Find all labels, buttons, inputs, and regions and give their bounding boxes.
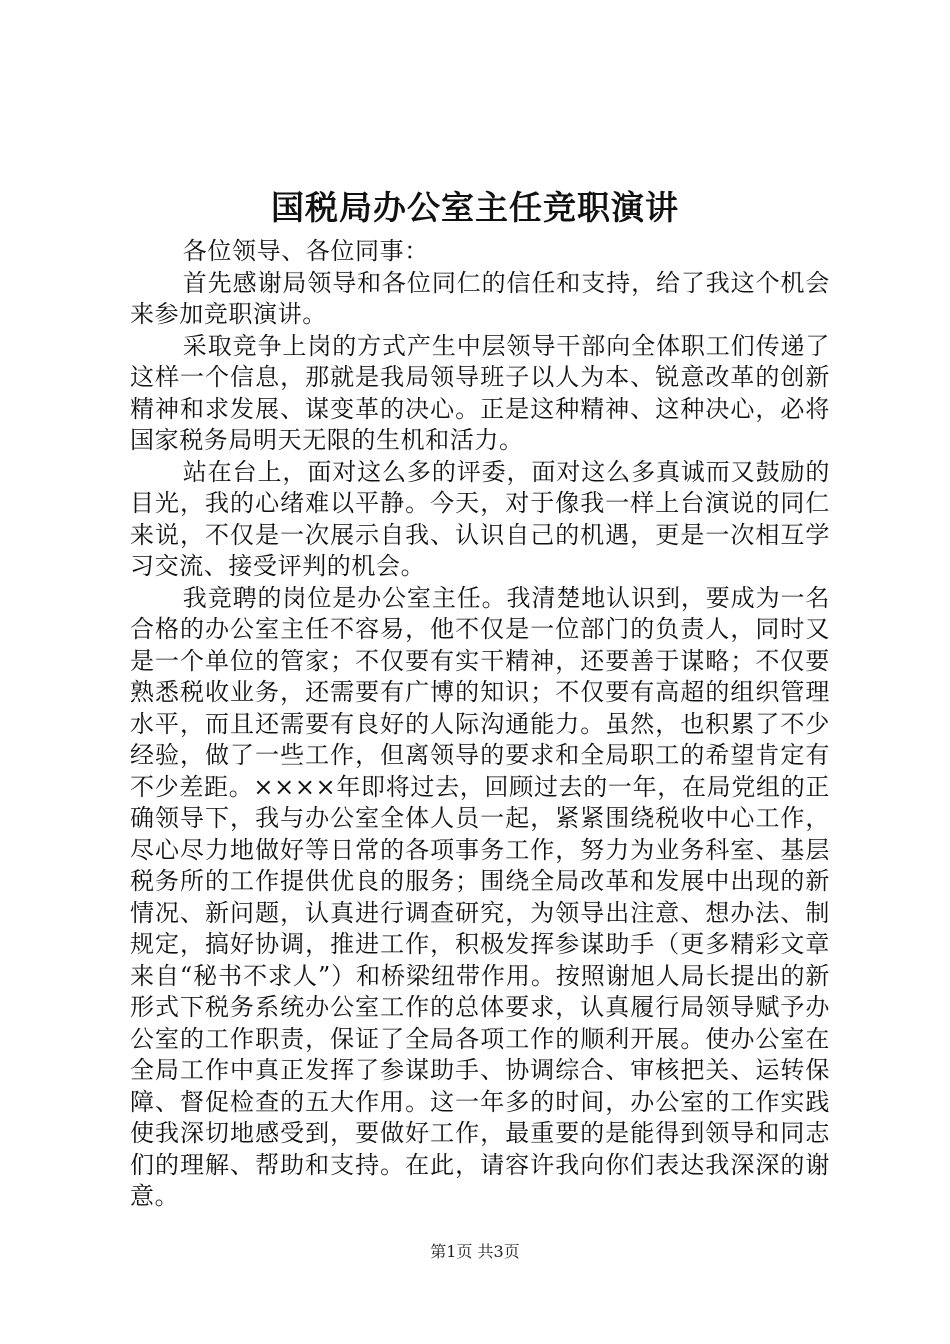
- document-title: 国税局办公室主任竞职演讲: [271, 188, 679, 227]
- body-paragraph: 首先感谢局领导和各位同仁的信任和支持，给了我这个机会来参加竞职演讲。: [130, 268, 830, 328]
- body-paragraph: 站在台上，面对这么多的评委，面对这么多真诚而又鼓励的目光，我的心绪难以平静。今天，对于像我一样上台演说的同仁来说，不仅是一次展示自我、认识自己的机遇，更是一次相互学习交流、接受评判的机会。: [130, 457, 830, 580]
- body-paragraph: 采取竞争上岗的方式产生中层领导干部向全体职工们传递了这样一个信息，那就是我局领导班子以人为本、锐意改革的创新精神和求发展、谋变革的决心。正是这种精神、这种决心，必将国家税务局明天无限的生机和活力。: [130, 331, 830, 454]
- body-paragraph: 我竞聘的岗位是办公室主任。我清楚地认识到，要成为一名合格的办公室主任不容易，他不仅是一位部门的负责人，同时又是一个单位的管家；不仅要有实干精神，还要善于谋略；不仅要熟悉税收业务，还需要有广博的知识；不仅要有高超的组织管理水平，而且还需要有良好的人际沟通能力。虽然，也积累了不少经验，做了一些工作，但离领导的要求和全局职工的希望肯定有不少差距。××××年即将过去，回顾过去的一年，在局党组的正确领导下，我与办公室全体人员一起，紧紧围绕税收中心工作，尽心尽力地做好等日常的各项事务工作，努力为业务科室、基层税务所的工作提供优良的服务；围绕全局改革和发展中出现的新情况、新问题，认真进行调查研究，为领导出注意、想办法、制规定，搞好协调，推进工作，积极发挥参谋助手（更多精彩文章来自“秘书不求人”）和桥梁纽带作用。按照谢旭人局长提出的新形式下税务系统办公室工作的总体要求，认真履行局领导赋予办公室的工作职责，保证了全局各项工作的顺利开展。使办公室在全局工作中真正发挥了参谋助手、协调综合、审核把关、运转保障、督促检查的五大作用。这一年多的时间，办公室的工作实践使我深切地感受到，要做好工作，最重要的是能得到领导和同志们的理解、帮助和支持。在此，请容许我向你们表达我深深的谢意。: [130, 583, 830, 1210]
- greeting-paragraph: 各位领导、各位同事：: [182, 237, 429, 265]
- page-number-footer: 第1页 共3页: [430, 1242, 520, 1261]
- document-body: [130, 236, 830, 1213]
